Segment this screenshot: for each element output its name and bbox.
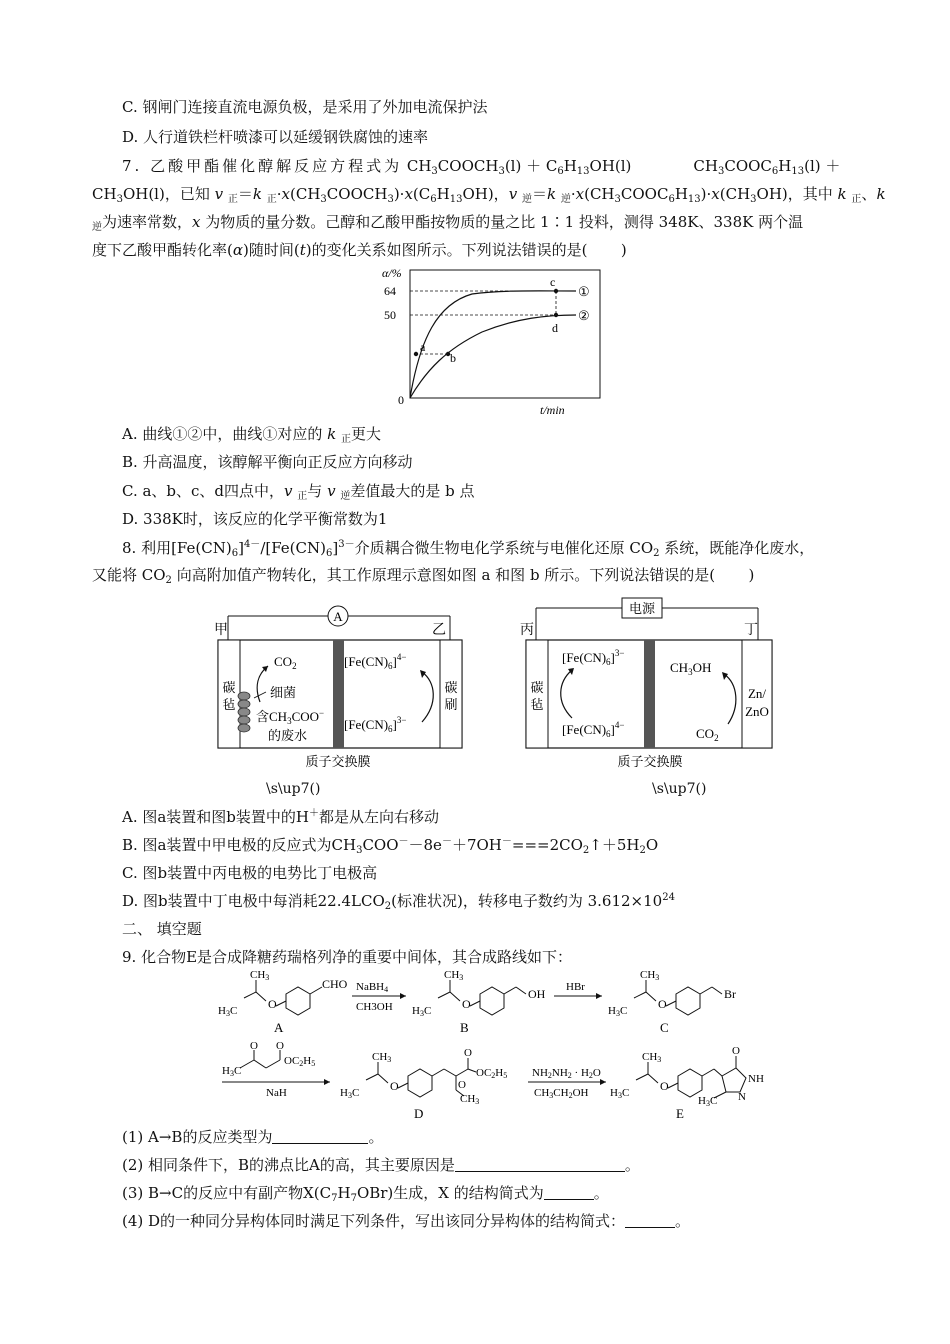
svg-text:CH3CH2OH: CH3CH2OH: [534, 1087, 589, 1100]
q7-option-d: D. 338K时，该反应的化学平衡常数为1: [122, 510, 388, 528]
q9-sub1: (1) A→B的反应类型为 。: [122, 1128, 384, 1146]
compound-b: [438, 980, 526, 1015]
label-d: D: [414, 1106, 424, 1121]
label-ding: 丁: [744, 623, 758, 638]
svg-text:O: O: [732, 1045, 740, 1057]
point-d: [554, 313, 558, 317]
svg-text:H3C: H3C: [218, 1005, 238, 1018]
q8-figure-a: [210, 594, 470, 774]
x-axis-label: t/min: [540, 403, 565, 417]
proton-membrane: [333, 640, 344, 748]
svg-text:O: O: [268, 997, 277, 1011]
svg-text:OC2H5: OC2H5: [476, 1067, 508, 1080]
svg-text:O: O: [390, 1079, 399, 1093]
svg-text:[Fe(CN)6]3−: $[Fe(CN)_6]^{3-}$: [562, 648, 625, 667]
svg-text:O: O: [250, 1040, 258, 1052]
compound-d: [366, 1058, 476, 1097]
svg-text:[Fe(CN)6]4−: $[Fe(CN)_6]^{4-}$: [562, 720, 625, 739]
answer-blank-4[interactable]: [625, 1213, 675, 1228]
membrane-label: 质子交换膜: [617, 754, 683, 769]
svg-text:CO2: $CO_2$: [274, 654, 297, 671]
answer-blank-3[interactable]: [544, 1185, 594, 1200]
svg-text:H3C: H3C: [610, 1087, 630, 1100]
figure-a-caption: \s\up7(): [266, 781, 321, 797]
q9-sub2: (2) 相同条件下，B的沸点比A的高，其主要原因是 。: [122, 1156, 640, 1174]
point-a: [414, 352, 418, 356]
y-tick-64: 64: [384, 284, 396, 298]
left-electrode-1: 碳: [530, 680, 544, 695]
compound-a: [244, 980, 322, 1015]
left-electrode-2: 毡: [222, 697, 236, 712]
svg-text:NH: NH: [748, 1073, 764, 1085]
right-electrode-1: 碳: [444, 680, 458, 695]
svg-text:[Fe(CN)6]4−: $[Fe(CN)_6]^{4-}$: [344, 652, 407, 671]
q7-stem-line4: 度下乙酸甲酯转化率(α)随时间(t)的变化关系如图所示。下列说法错误的是( ): [92, 241, 627, 259]
bacteria-cluster: [238, 692, 250, 732]
svg-text:O: O: [462, 997, 471, 1011]
right-electrode-2: ZnO: [745, 704, 769, 719]
left-electrode-2: 毡: [530, 697, 544, 712]
label-b: B: [460, 1020, 469, 1035]
svg-text:CH3: CH3: [444, 969, 464, 982]
label-c: c: [550, 275, 556, 289]
reagent-ab-bottom: CH3OH: [356, 1001, 393, 1013]
series-2-label: ②: [578, 308, 590, 323]
label-b: b: [450, 351, 456, 365]
bacteria-label: 细菌: [270, 685, 297, 700]
right-electrode-1: Zn/: [747, 686, 767, 701]
label-bing: 丙: [520, 623, 534, 638]
compound-c: [634, 980, 722, 1015]
svg-text:O: O: [464, 1047, 472, 1059]
reagent-bc: HBr: [566, 981, 585, 993]
q8-stem-line1: 8. 利用$[Fe(CN)_6]^{4-}/[Fe(CN)_6]^{3-}$介质耦合微生物电化学系统与电催化还原 $CO_2$ 系统，既能净化废水，: [122, 539, 815, 559]
arrow-co2-to-ch3oh: [724, 674, 736, 724]
answer-blank-1[interactable]: [272, 1129, 368, 1144]
svg-text:NaBH4: NaBH4: [356, 981, 389, 994]
label-jia: 甲: [214, 623, 228, 638]
svg-text:[Fe(CN)6]3−: $[Fe(CN)_6]^{3-}$: [344, 715, 407, 734]
q9-sub3: (3) B→C的反应中有副产物$X(C_7H_7OBr)$生成，X 的结构简式为 。: [122, 1184, 609, 1204]
q9-stem: 9. 化合物E是合成降糖药瑞格列净的重要中间体，其合成路线如下：: [122, 948, 573, 966]
label-c: C: [660, 1020, 669, 1035]
q7-option-b: B. 升高温度，该醇解平衡向正反应方向移动: [122, 453, 413, 471]
option-d-q6: D. 人行道铁栏杆喷漆可以延缓钢铁腐蚀的速率: [122, 128, 429, 146]
q7-conversion-chart: [372, 264, 612, 418]
q8-option-a: A. 图a装置和图b装置中的H＋都是从左向右移动: [122, 808, 440, 826]
svg-text:O: O: [458, 1079, 466, 1091]
svg-text:CH3: CH3: [460, 1093, 480, 1106]
power-label: 电源: [628, 601, 656, 616]
figure-b-caption: \s\up7(): [652, 781, 707, 797]
svg-text:O: O: [660, 1079, 669, 1093]
svg-text:H3C: H3C: [222, 1065, 242, 1078]
q7-stem-line3: $_逆$为速率常数，x 为物质的量分数。己醇和乙酸甲酯按物质的量之比 1∶1 投料，测得 348K、338K 两个温: [92, 213, 804, 233]
plot-frame: [410, 270, 600, 398]
q8-option-d: D. 图b装置中丁电极中每消耗$22.4LCO_2$(标准状况)，转移电子数约为 $3.612\times 10^{24}$: [122, 892, 675, 912]
q8-option-b: B. 图a装置中甲电极的反应式为$CH_3COO^--8e^-+7OH^-===2CO_2↑+5H_2O$: [122, 836, 659, 856]
y-tick-0: 0: [398, 393, 404, 407]
label-d: d: [552, 321, 558, 335]
svg-text:H3C: H3C: [340, 1087, 360, 1100]
q9-sub4: (4) D的一种同分异构体同时满足下列条件，写出该同分异构体的结构简式： 。: [122, 1212, 691, 1230]
svg-text:CHO: CHO: [322, 977, 348, 991]
q9-route-row1: [210, 968, 770, 1038]
q8-figure-b: [518, 594, 788, 774]
option-c-q6: C. 钢闸门连接直流电源负极，是采用了外加电流保护法: [122, 98, 488, 116]
svg-text:O: O: [276, 1040, 284, 1052]
svg-text:O: O: [658, 997, 667, 1011]
svg-text:CH3: CH3: [372, 1051, 392, 1064]
answer-blank-2[interactable]: [455, 1157, 625, 1172]
svg-text:H3C: H3C: [698, 1095, 718, 1108]
q7-option-c: C. a、b、c、d四点中，v $_正$与 v $_逆$差值最大的是 b 点: [122, 482, 475, 502]
svg-text:NH2NH2 · H2O: NH2NH2 · H2O: [532, 1067, 601, 1080]
point-c: [554, 289, 558, 293]
right-electrode-2: 刷: [444, 697, 458, 712]
svg-text:N: N: [738, 1091, 746, 1103]
svg-text:CH3OH: $CH_3OH$: [670, 660, 712, 677]
label-yi: 乙: [432, 623, 446, 638]
svg-text:CH3: CH3: [640, 969, 660, 982]
label-e: E: [676, 1106, 684, 1121]
svg-text:OC2H5: OC2H5: [284, 1055, 316, 1068]
y-tick-50: 50: [384, 308, 396, 322]
svg-text:含CH3COO−: 含$CH_3COO^-$: [256, 708, 325, 726]
svg-text:CH3: CH3: [642, 1051, 662, 1064]
series-1-label: ①: [578, 284, 590, 299]
svg-text:CH3: CH3: [250, 969, 270, 982]
svg-text:CO2: $CO_2$: [696, 726, 719, 743]
label-a: a: [420, 340, 426, 354]
q8-option-c: C. 图b装置中丙电极的电势比丁电极高: [122, 864, 378, 882]
q7-stem-line2: $CH_3OH(l)$，已知 v $_正$＝k $_正\cdot x(CH_3COOCH_3)\cdot x(C_6H_{13}OH)$，v $_逆$＝k $_逆\cdot x(CH_3COOC_6H_{13})\cdot x(CH_3OH)$，其中 k $_正$、k: [92, 185, 886, 205]
q9-route-row2: [210, 1040, 780, 1124]
svg-text:H3C: H3C: [412, 1005, 432, 1018]
q7-stem-line1: 7. 乙酸甲酯催化醇解反应方程式为 $CH_3COOCH_3(l) + C_6H_{13}OH(l)$ $CH_3COOC_6H_{13}(l)$ ＋: [122, 157, 841, 177]
section-heading-fill-in: 二、 填空题: [122, 920, 202, 938]
svg-text:Br: Br: [724, 987, 736, 1001]
reagent-cd: NaH: [266, 1087, 287, 1099]
membrane-label: 质子交换膜: [305, 754, 371, 769]
arrow-fe-cycle: [561, 670, 572, 718]
q7-option-a: A. 曲线①②中，曲线①对应的 k $_正$更大: [122, 425, 382, 445]
waste-label-2: 的废水: [268, 728, 308, 743]
y-axis-label: α/%: [382, 266, 402, 280]
ammeter-label: A: [333, 609, 343, 624]
left-electrode-1: 碳: [222, 680, 236, 695]
arrow-fe-cycle: [422, 672, 433, 722]
svg-text:H3C: H3C: [608, 1005, 628, 1018]
svg-text:OH: OH: [528, 987, 546, 1001]
q8-stem-line2: 又能将 $CO_2$ 向高附加值产物转化，其工作原理示意图如图 a 和图 b 所示。下列说法错误的是( ): [92, 566, 755, 586]
curve-1: [410, 291, 576, 398]
proton-membrane: [644, 640, 655, 748]
label-a: A: [274, 1020, 284, 1035]
arrow-co2: [257, 666, 268, 702]
